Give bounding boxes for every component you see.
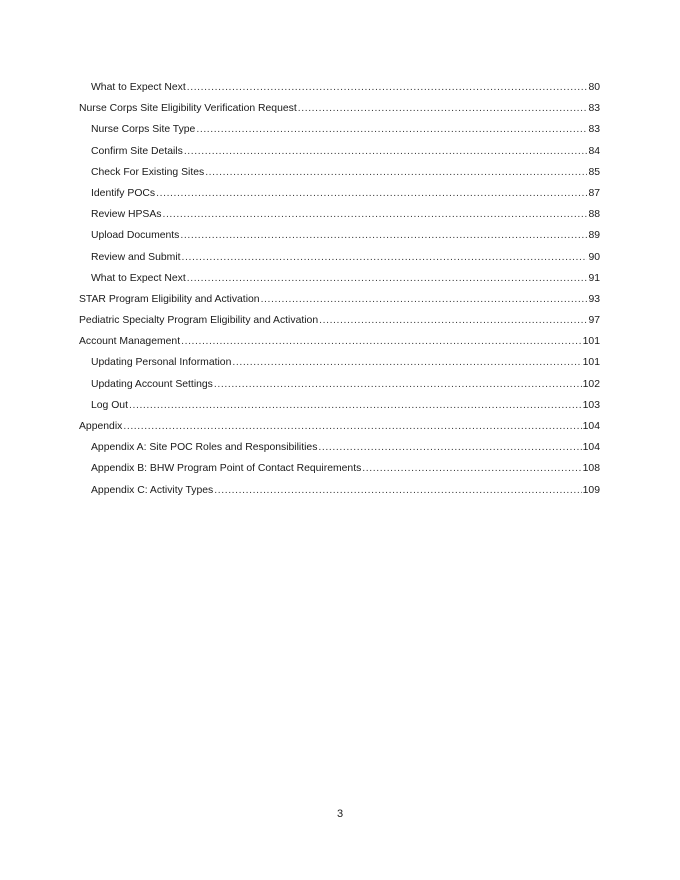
toc-entry-page: 104 (582, 421, 600, 432)
toc-entry[interactable] (79, 377, 600, 398)
toc-entry-page: 91 (588, 272, 600, 284)
toc-entry[interactable] (79, 122, 600, 143)
toc-dot-leader (205, 165, 587, 181)
toc-entry-title: Appendix C: Activity Types (91, 484, 214, 496)
toc-entry-title: Log Out (91, 399, 128, 411)
toc-dot-leader (214, 377, 582, 393)
toc-entry-page: 97 (588, 315, 600, 327)
toc-entry-title: Review and Submit (91, 251, 181, 263)
toc-dot-leader (362, 461, 581, 477)
toc-dot-leader (298, 101, 588, 117)
toc-entry[interactable] (79, 334, 600, 355)
toc-dot-leader (129, 398, 582, 414)
toc-entry-page: 84 (588, 145, 600, 157)
toc-dot-leader (214, 483, 581, 499)
toc-dot-leader (123, 419, 581, 435)
toc-entry-page: 87 (588, 187, 600, 199)
toc-entry[interactable] (79, 355, 600, 376)
toc-entry[interactable] (79, 271, 600, 292)
toc-entry[interactable] (79, 461, 600, 482)
toc-dot-leader (180, 228, 587, 244)
toc-entry-title: What to Expect Next (91, 272, 186, 284)
toc-entry-title: What to Expect Next (91, 82, 186, 93)
toc-dot-leader (162, 207, 587, 223)
toc-entry-title: Pediatric Specialty Program Eligibility and Activation (79, 315, 319, 327)
toc-entry-page: 101 (582, 336, 600, 348)
toc-entry-title: Updating Account Settings (91, 378, 213, 390)
toc-dot-leader (156, 186, 587, 202)
toc-entry-title: Review HPSAs (91, 209, 162, 221)
toc-entry-page: 83 (588, 124, 600, 136)
toc-entry-page: 93 (588, 293, 600, 305)
toc-entry[interactable] (79, 144, 600, 165)
toc-entry-page: 101 (582, 357, 600, 369)
toc-dot-leader (184, 144, 588, 160)
toc-entry-page: 104 (582, 442, 600, 454)
toc-entry-page: 109 (582, 484, 600, 496)
toc-entry[interactable] (79, 398, 600, 419)
toc-entry-page: 88 (588, 209, 600, 221)
toc-entry-page: 90 (588, 251, 600, 263)
toc-entry-page: 83 (588, 103, 600, 115)
table-of-contents (79, 80, 600, 504)
toc-dot-leader (181, 334, 582, 350)
toc-dot-leader (318, 440, 581, 456)
toc-entry[interactable] (79, 440, 600, 461)
toc-entry[interactable] (79, 165, 600, 186)
toc-dot-leader (232, 355, 581, 371)
toc-entry[interactable] (79, 80, 600, 101)
toc-entry-title: Check For Existing Sites (91, 166, 205, 178)
toc-entry-title: STAR Program Eligibility and Activation (79, 293, 260, 305)
toc-entry-page: 85 (588, 166, 600, 178)
toc-dot-leader (319, 313, 587, 329)
toc-dot-leader (187, 271, 588, 287)
toc-entry[interactable] (79, 186, 600, 207)
toc-entry[interactable] (79, 207, 600, 228)
toc-entry-page: 102 (582, 378, 600, 390)
toc-entry[interactable] (79, 292, 600, 313)
toc-entry-title: Account Management (79, 336, 181, 348)
toc-entry-page: 89 (588, 230, 600, 242)
toc-dot-leader (187, 80, 588, 96)
toc-entry[interactable] (79, 313, 600, 334)
toc-entry[interactable] (79, 101, 600, 122)
toc-entry[interactable] (79, 419, 600, 440)
toc-entry[interactable] (79, 228, 600, 249)
toc-entry-title: Nurse Corps Site Eligibility Verification Request (79, 103, 297, 115)
toc-entry-title: Upload Documents (91, 230, 180, 242)
toc-entry-page: 80 (588, 82, 600, 93)
toc-dot-leader (182, 250, 588, 266)
toc-entry-title: Appendix A: Site POC Roles and Responsibilities (91, 442, 318, 454)
page-number: 3 (336, 808, 344, 820)
toc-entry-title: Confirm Site Details (91, 145, 183, 157)
toc-entry-title: Appendix (79, 421, 123, 432)
toc-entry-title: Identify POCs (91, 187, 156, 199)
toc-dot-leader (261, 292, 588, 308)
toc-entry-title: Appendix B: BHW Program Point of Contact Requirements (91, 463, 362, 475)
toc-entry[interactable] (79, 250, 600, 271)
toc-entry-title: Nurse Corps Site Type (91, 124, 196, 136)
toc-dot-leader (196, 122, 587, 138)
toc-entry-page: 108 (582, 463, 600, 475)
toc-entry-title: Updating Personal Information (91, 357, 232, 369)
toc-entry[interactable] (79, 483, 600, 504)
toc-entry-page: 103 (582, 399, 600, 411)
